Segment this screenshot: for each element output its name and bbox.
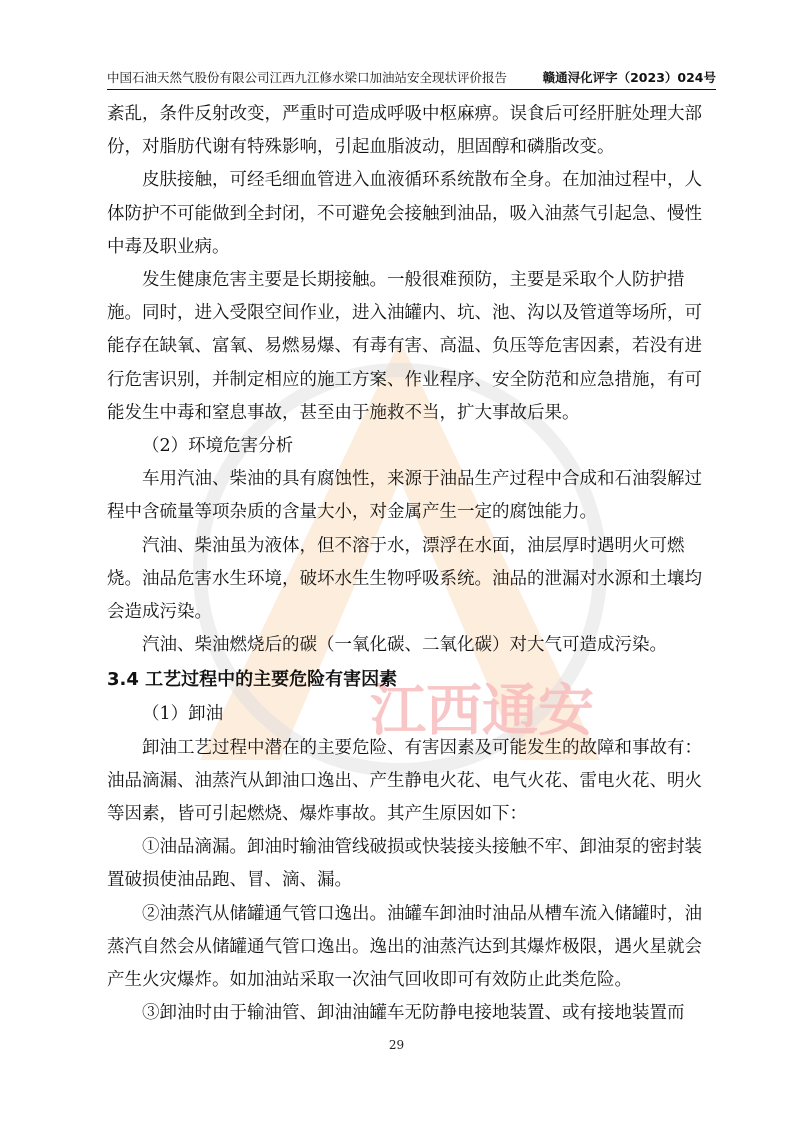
watermark-text: 江西通安 bbox=[370, 679, 594, 744]
subheading: （2）环境危害分析 bbox=[142, 436, 294, 457]
paragraph: 汽油、柴油燃烧后的碳（一氧化碳、二氧化碳）对大气可造成污染。 bbox=[142, 635, 667, 656]
paragraph: 发生健康危害主要是长期接触。一般很难预防，主要是采取个人防护措施。同时，进入受限空间作业，进入油罐内、坑、池、沟以及管道等场所，可能存在缺氧、富氧、易燃易爆、有毒有害、高温、负压等危害因素，若没有进行危害识别，并制定相应的施工方案、作业程序、安全防范和应急措施，有可能发生中毒和窒息事故，甚至由于施救不当，扩大事故后果。 bbox=[107, 270, 702, 423]
page-number: 29 bbox=[388, 1038, 405, 1052]
paragraph: ③卸油时由于输油管、卸油油罐车无防静电接地装置、或有接地装置而 bbox=[142, 1003, 685, 1024]
paragraph: 卸油工艺过程中潜在的主要危险、有害因素及可能发生的故障和事故有：油品滴漏、油蒸汽从卸油口逸出、产生静电火花、电气火花、雷电火花、明火等因素，皆可引起燃烧、爆炸事故。其产生原因如下： bbox=[107, 737, 702, 825]
paragraph: ①油品滴漏。卸油时输油管线破损或快装接头接触不牢、卸油泵的密封装置破损使油品跑、冒、滴、漏。 bbox=[107, 837, 702, 891]
section-title: 3.4 工艺过程中的主要危险有害因素 bbox=[107, 669, 398, 691]
document-body bbox=[107, 98, 717, 1030]
header-report-title: 中国石油天然气股份有限公司江西九江修水梁口加油站安全现状评价报告 bbox=[107, 70, 508, 85]
paragraph: ②油蒸汽从储罐通气管口逸出。油罐车卸油时油品从槽车流入储罐时，油蒸汽自然会从储罐通气管口逸出。逸出的油蒸汽达到其爆炸极限，遇火星就会产生火灾爆炸。如加油站采取一次油气回收即可有效防止此类危险。 bbox=[107, 903, 702, 991]
paragraph: 紊乱，条件反射改变，严重时可造成呼吸中枢麻痹。误食后可经肝脏处理大部份，对脂肪代谢有特殊影响，引起血脂波动，胆固醇和磷脂改变。 bbox=[107, 104, 702, 158]
header-report-number: 赣通浔化评字（2023）024号 bbox=[542, 70, 716, 85]
paragraph: 皮肤接触，可经毛细血管进入血液循环系统散布全身。在加油过程中，人体防护不可能做到全封闭，不可避免会接触到油品，吸入油蒸气引起急、慢性中毒及职业病。 bbox=[107, 170, 702, 257]
subheading: （1）卸油 bbox=[142, 704, 224, 725]
paragraph: 汽油、柴油虽为液体，但不溶于水，漂浮在水面，油层厚时遇明火可燃烧。油品危害水生环境，破坏水生生物呼吸系统。油品的泄漏对水源和土壤均会造成污染。 bbox=[107, 535, 702, 623]
header-divider bbox=[107, 89, 716, 90]
page-header bbox=[107, 66, 716, 88]
paragraph: 车用汽油、柴油的具有腐蚀性，来源于油品生产过程中合成和石油裂解过程中含硫量等项杂质的含量大小，对金属产生一定的腐蚀能力。 bbox=[107, 469, 702, 523]
